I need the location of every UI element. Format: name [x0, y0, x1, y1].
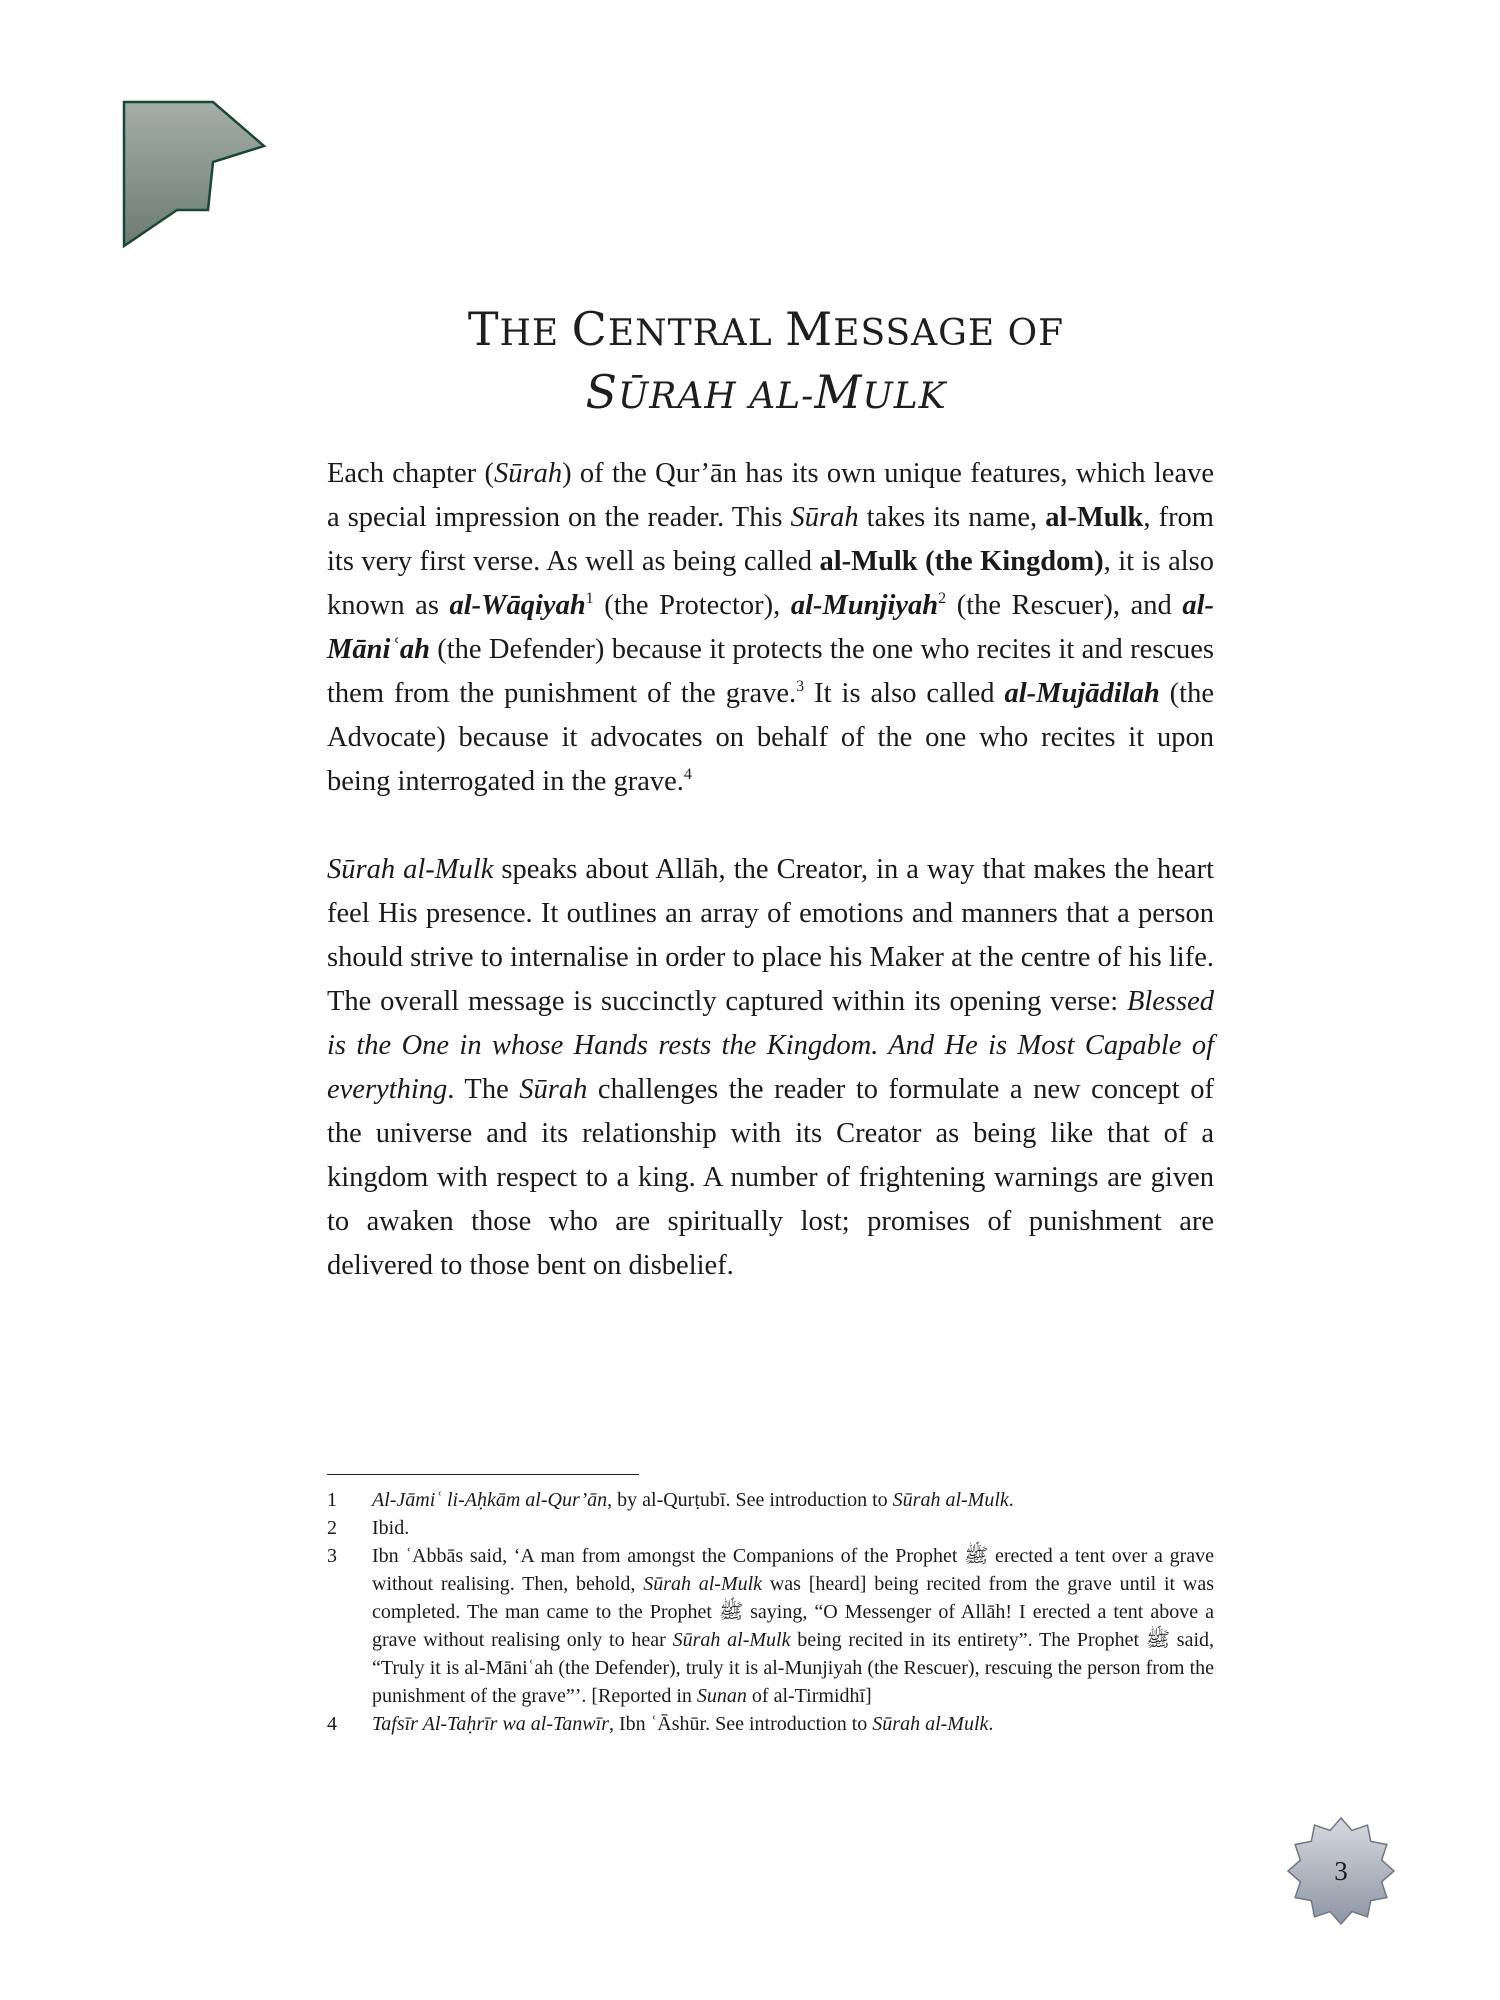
body-text — [327, 452, 1214, 1288]
text-run: Each chapter ( — [327, 458, 494, 489]
text-run: , from its very first verse. As well as being called — [327, 502, 1214, 577]
text-run: speaks about Allāh, the Creator, in a way that makes the heart feel His presence. It outlines an array of emotions and manners that a person should strive to internalise in order to place his Maker at the centre of his life. The overall message is succinctly captured within its opening verse: — [327, 854, 1214, 1017]
text-run: was [heard] being recited from the grave until it was completed. The man came to the Prophet ﷺ saying, “O Messenger of Allāh! I erected a tent above a grave without realising only to hear — [372, 1573, 1214, 1651]
paragraph — [327, 848, 1214, 1288]
footnote-text — [372, 1542, 1214, 1710]
title-rest: ULK — [862, 376, 947, 417]
page-title — [326, 300, 1206, 426]
text-run: Ibn ʿAbbās said, ‘A man from amongst the Companions of the Prophet ﷺ erected a tent over a grave without realising. Then, behold, — [372, 1545, 1214, 1595]
text-run: ) of the Qur’ān has its own unique features, which leave a special impression on the reader. This — [327, 458, 1214, 533]
text-run: al-Mulk — [1045, 502, 1144, 533]
footnote-text — [372, 1486, 1214, 1514]
footnote-text — [372, 1514, 1214, 1542]
footnote-text — [372, 1710, 1214, 1738]
text-run: (the Advocate) because it advocates on behalf of the one who recites it upon being interrogated in the grave. — [327, 678, 1214, 797]
text-run: Sūrah al-Mulk — [327, 854, 494, 885]
footnote-ref: 2 — [938, 590, 947, 607]
title-initial: S — [585, 365, 618, 419]
footnotes — [327, 1486, 1214, 1738]
title-rest: ŪRAH AL- — [617, 376, 815, 417]
corner-tab-decoration — [122, 100, 267, 250]
text-run: . — [988, 1713, 994, 1735]
text-run: challenges the reader to formulate a new concept of the universe and its relationship with its Creator as being like that of a kingdom with respect to a king. A number of frightening warnings are given to awaken those who are spiritually lost; promises of punishment are delivered to those bent on disbelief. — [327, 1074, 1215, 1281]
text-run: (the Rescuer), and — [946, 590, 1183, 621]
paragraph — [327, 452, 1214, 804]
footnote-ref: 1 — [585, 590, 594, 607]
title-initial: C — [571, 302, 608, 356]
text-run: of al-Tirmidhī] — [746, 1685, 872, 1707]
text-run: Sūrah al-Mulk — [643, 1573, 763, 1595]
text-run: Sūrah al-Mulk — [872, 1713, 989, 1735]
text-run: (the Defender) because it protects the one who recites it and rescues them from the punishment of the grave. — [327, 634, 1214, 709]
text-run: Ibid. — [372, 1517, 410, 1539]
title-initial: M — [814, 365, 863, 419]
text-run: Sunan — [696, 1685, 747, 1707]
text-run: Sūrah — [790, 502, 859, 533]
title-rest: ENTRAL — [607, 313, 786, 354]
text-run: It is also called — [804, 678, 1005, 709]
title-rest: ESSAGE OF — [833, 313, 1065, 354]
footnote-number: 1 — [327, 1489, 337, 1511]
text-run: Sūrah — [519, 1074, 588, 1105]
title-rest: HE — [499, 313, 572, 354]
text-run: Sūrah — [494, 458, 563, 489]
text-run: Sūrah al-Mulk — [892, 1489, 1009, 1511]
text-run: being recited in its entirety”. The Prophet ﷺ said, “Truly it is al-Māniʿah (the Defender), truly it is al-Munjiyah (the Rescuer), rescuing the person from the punishment of the grave”’. [Reported in — [372, 1629, 1215, 1707]
title-initial: M — [785, 302, 834, 356]
page-number: 3 — [1334, 1856, 1348, 1886]
footnote — [327, 1514, 1214, 1542]
footnote-number: 3 — [327, 1545, 337, 1567]
text-run: al-Wāqiyah — [449, 590, 586, 621]
text-run: , it is also known as — [327, 546, 1214, 621]
title-line-2 — [326, 363, 1206, 426]
text-run: al-Mulk (the Kingdom) — [819, 546, 1104, 577]
footnote — [327, 1486, 1214, 1514]
text-run: . — [1008, 1489, 1014, 1511]
footnote-ref: 4 — [683, 766, 692, 783]
text-run: al-Māniʿah — [327, 590, 1214, 665]
text-run: . The — [447, 1074, 520, 1105]
text-run: Blessed is the One in whose Hands rests the Kingdom. And He is Most Capable of everything — [327, 986, 1214, 1105]
footnote-separator — [327, 1474, 639, 1475]
title-line-1 — [326, 300, 1206, 363]
text-run: takes its name, — [858, 502, 1046, 533]
text-run: , Ibn ʿĀshūr. See introduction to — [608, 1713, 873, 1735]
footnote — [327, 1710, 1214, 1738]
text-run: (the Protector), — [593, 590, 791, 621]
footnote — [327, 1542, 1214, 1710]
text-run: Sūrah al-Mulk — [672, 1629, 791, 1651]
text-run: al-Munjiyah — [790, 590, 939, 621]
footnote-number: 4 — [327, 1713, 337, 1735]
text-run: Tafsīr Al-Taḥrīr wa al-Tanwīr — [372, 1713, 609, 1735]
footnote-number: 2 — [327, 1517, 337, 1539]
text-run: , by al-Qurṭubī. See introduction to — [607, 1489, 893, 1511]
text-run: Al-Jāmiʿ li-Aḥkām al-Qur’ān — [372, 1489, 608, 1511]
text-run: al-Mujādilah — [1004, 678, 1160, 709]
title-initial: T — [467, 302, 500, 356]
page-number-badge — [1286, 1816, 1396, 1926]
footnote-ref: 3 — [796, 678, 805, 695]
